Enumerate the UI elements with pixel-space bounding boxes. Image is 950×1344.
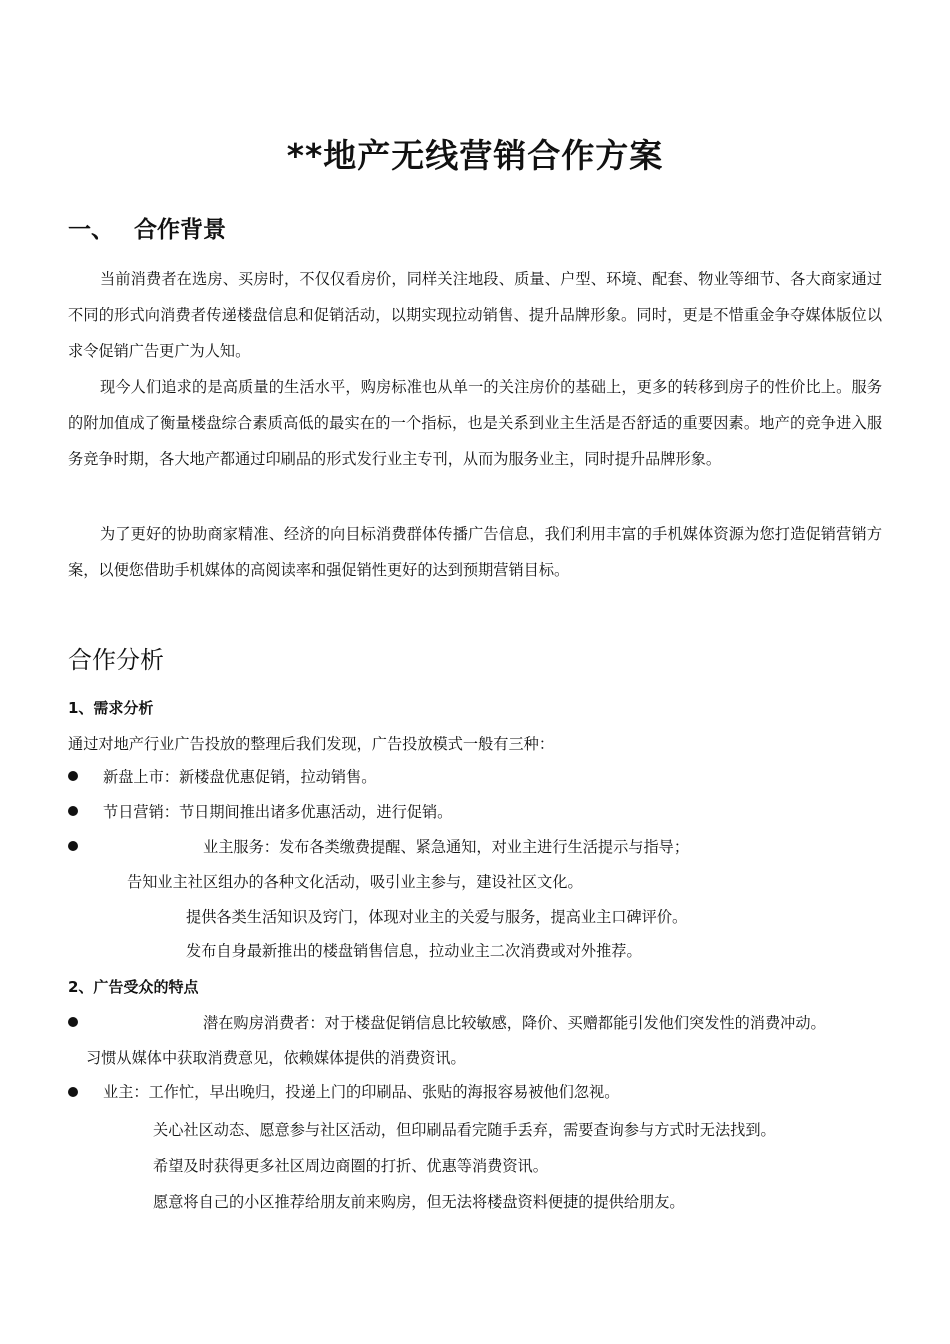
sub1-bullet-2: 节日营销：节日期间推出诸多优惠活动，进行促销。	[103, 803, 453, 821]
sub2-bullet-1: 潜在购房消费者：对于楼盘促销信息比较敏感，降价、买赠都能引发他们突发性的消费冲动。	[203, 1014, 826, 1032]
bullet-marker	[68, 771, 78, 781]
document-title: **地产无线营销合作方案	[286, 136, 664, 175]
bullet-marker	[68, 806, 78, 816]
section1-number: 一、	[68, 217, 114, 243]
sub1-continuation-2: 提供各类生活知识及窍门，体现对业主的关爱与服务，提高业主口碑评价。	[186, 908, 688, 926]
bullet-marker	[68, 1017, 78, 1027]
sub1-bullet-1: 新盘上市：新楼盘优惠促销，拉动销售。	[103, 768, 377, 786]
section2-heading: 合作分析	[68, 646, 164, 674]
sub1-bullet-3: 业主服务：发布各类缴费提醒、紧急通知，对业主进行生活提示与指导；	[203, 838, 689, 856]
section1-title: 合作背景	[134, 217, 226, 243]
sub2-bullet-2: 业主：工作忙，早出晚归，投递上门的印刷品、张贴的海报容易被他们忽视。	[103, 1083, 620, 1101]
sub2-bullet-1-continuation: 习惯从媒体中获取消费意见，依赖媒体提供的消费资讯。	[86, 1049, 466, 1067]
bullet-marker	[68, 1087, 78, 1097]
sub1-continuation-1: 告知业主社区组办的各种文化活动，吸引业主参与，建设社区文化。	[127, 873, 583, 891]
section1-paragraph-2: 现今人们追求的是高质量的生活水平，购房标准也从单一的关注房价的基础上，更多的转移到房子的性价比上。服务的附加值成了衡量楼盘综合素质高低的最实在的一个指标，也是关系到业主生活是否舒适的重要因素。地产的竞争进入服务竞争时期，各大地产都通过印刷品的形式发行业主专刊，从而为服务业主，同时提升品牌形象。	[68, 378, 882, 468]
section1-heading	[68, 211, 226, 244]
sub2-bullet-2-continuation-2: 希望及时获得更多社区周边商圈的打折、优惠等消费资讯。	[153, 1157, 548, 1175]
section1-paragraph-1: 当前消费者在选房、买房时，不仅仅看房价，同样关注地段、质量、户型、环境、配套、物业等细节、各大商家通过不同的形式向消费者传递楼盘信息和促销活动，以期实现拉动销售、提升品牌形象。同时，更是不惜重金争夺媒体版位以求令促销广告更广为人知。	[68, 270, 882, 360]
sub1-intro: 通过对地产行业广告投放的整理后我们发现，广告投放模式一般有三种：	[68, 735, 554, 753]
sub2-bullet-2-continuation-1: 关心社区动态、愿意参与社区活动，但印刷品看完随手丢弃，需要查询参与方式时无法找到。	[153, 1121, 776, 1139]
sub2-bullet-2-continuation-3: 愿意将自己的小区推荐给朋友前来购房，但无法将楼盘资料便捷的提供给朋友。	[153, 1193, 685, 1211]
sub1-heading: 1、需求分析	[68, 699, 154, 717]
sub1-continuation-3: 发布自身最新推出的楼盘销售信息，拉动业主二次消费或对外推荐。	[186, 942, 642, 960]
bullet-marker	[68, 841, 78, 851]
sub2-heading: 2、广告受众的特点	[68, 978, 199, 996]
section1-paragraph-3: 为了更好的协助商家精准、经济的向目标消费群体传播广告信息，我们利用丰富的手机媒体资源为您打造促销营销方案，以便您借助手机媒体的高阅读率和强促销性更好的达到预期营销目标。	[68, 525, 882, 579]
